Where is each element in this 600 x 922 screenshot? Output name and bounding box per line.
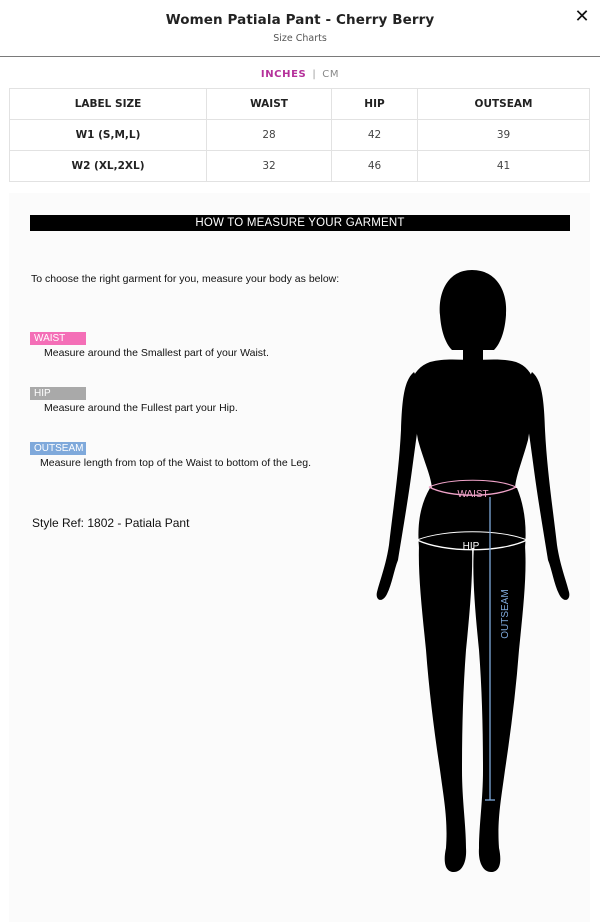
table-row	[10, 120, 590, 151]
cell-hip: 46	[332, 151, 418, 182]
close-icon[interactable]: ✕	[574, 6, 590, 27]
modal-header	[0, 0, 600, 57]
cell-label-size: W1 (S,M,L)	[10, 120, 207, 151]
cell-hip: 42	[332, 120, 418, 151]
cell-label-size: W2 (XL,2XL)	[10, 151, 207, 182]
figure-hip-label: HIP	[462, 541, 480, 552]
column-header-hip: HIP	[332, 89, 418, 120]
outseam-description: Measure length from top of the Waist to bottom of the Leg.	[40, 457, 312, 469]
female-silhouette-icon	[370, 265, 575, 880]
cell-waist: 28	[207, 120, 332, 151]
style-reference: Style Ref: 1802 - Patiala Pant	[32, 516, 190, 530]
size-chart-table	[9, 88, 590, 182]
column-header-waist: WAIST	[207, 89, 332, 120]
guide-intro-text: To choose the right garment for you, measure your body as below:	[31, 273, 340, 285]
unit-toggle	[0, 69, 600, 80]
unit-cm-tab[interactable]: CM	[322, 69, 340, 80]
cell-waist: 32	[207, 151, 332, 182]
figure-outseam-label: OUTSEAM	[500, 589, 511, 639]
figure-waist-label: WAIST	[457, 489, 489, 500]
column-header-outseam: OUTSEAM	[418, 89, 590, 120]
table-row	[10, 151, 590, 182]
cell-outseam: 41	[418, 151, 590, 182]
hip-description: Measure around the Fullest part your Hip.	[44, 402, 238, 414]
outseam-tag: OUTSEAM	[30, 442, 86, 455]
guide-heading: HOW TO MEASURE YOUR GARMENT	[30, 215, 570, 231]
cell-outseam: 39	[418, 120, 590, 151]
table-header-row	[10, 89, 590, 120]
waist-description: Measure around the Smallest part of your Waist.	[44, 347, 269, 359]
product-title: Women Patiala Pant - Cherry Berry	[165, 12, 435, 28]
unit-separator: |	[312, 69, 317, 80]
hip-tag: HIP	[30, 387, 86, 400]
waist-tag: WAIST	[30, 332, 86, 345]
column-header-label-size: LABEL SIZE	[10, 89, 207, 120]
unit-inches-tab[interactable]: INCHES	[260, 69, 307, 80]
size-charts-subtitle: Size Charts	[273, 33, 327, 44]
